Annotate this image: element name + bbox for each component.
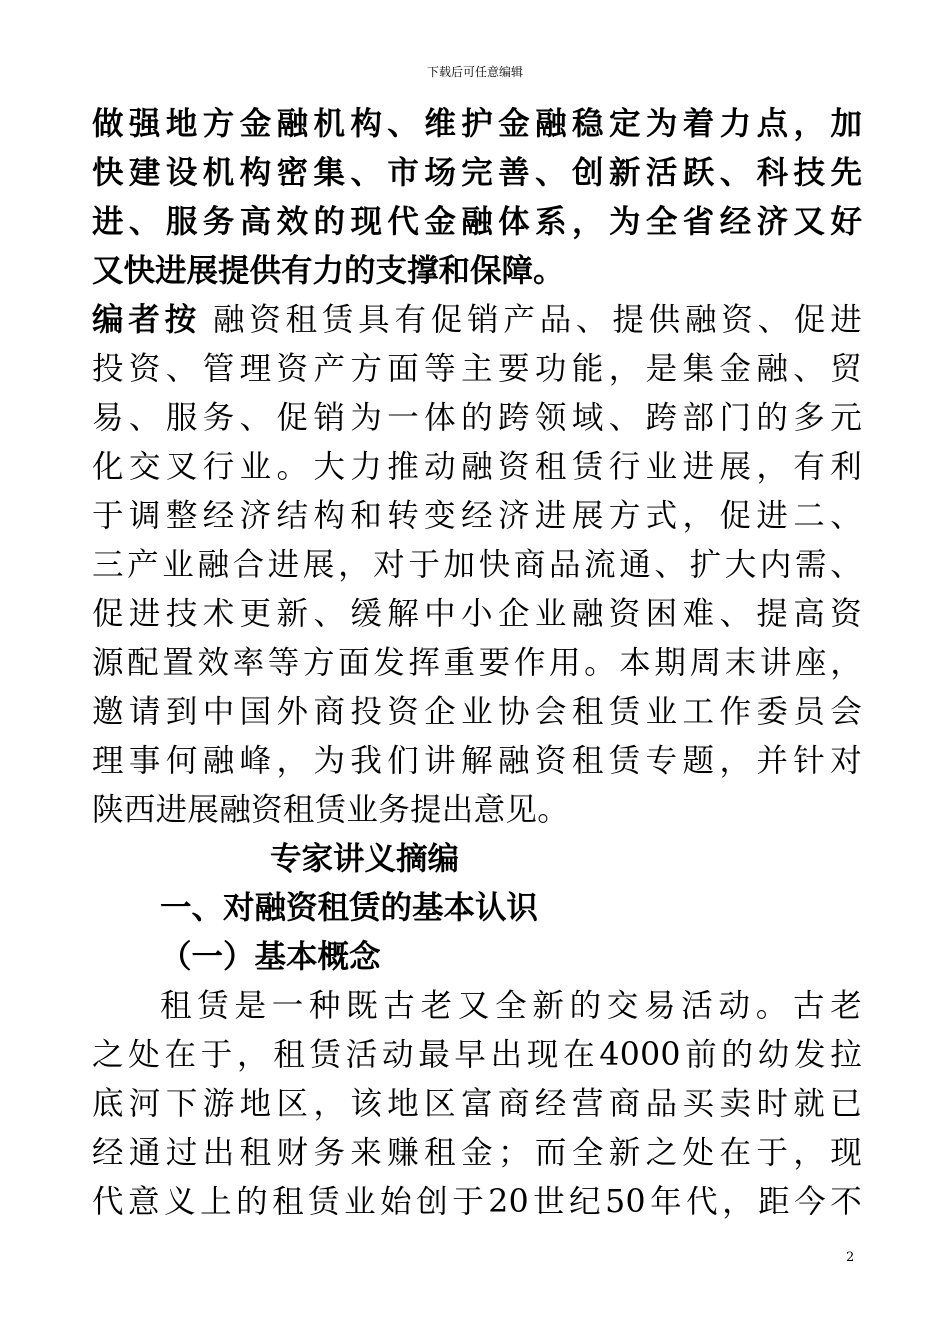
editor-note-line: 投资、管理资产方面等主要功能，是集金融、贸 <box>92 351 862 387</box>
editor-note-line: 于调整经济结构和转变经济进展方式，促进二、 <box>92 498 862 534</box>
body-first-line: 租赁是一种既古老又全新的交易活动。古老 <box>160 988 862 1024</box>
editor-note-line: 化交叉行业。大力推动融资租赁行业进展，有利 <box>92 449 862 485</box>
heading-level-1: 一、对融资租赁的基本认识 <box>160 890 539 926</box>
document-body <box>92 100 862 1227</box>
body-line: 经通过出租财务来赚租金；而全新之处在于，现 <box>92 1135 862 1171</box>
intro-line: 进、服务高效的现代金融体系，为全省经济又好 <box>92 204 862 240</box>
body-line: 代意义上的租赁业始创于20世纪50年代，距今不 <box>92 1184 862 1220</box>
editor-note-label: 编者按 <box>92 302 201 338</box>
section-title: 专家讲义摘编 <box>270 841 460 877</box>
editor-note-line: 陕西进展融资租赁业务提出意见。 <box>92 792 570 828</box>
editor-note-line: 三产业融合进展，对于加快商品流通、扩大内需、 <box>92 547 862 583</box>
editor-note-paragraph <box>92 296 862 835</box>
editor-note-line: 邀请到中国外商投资企业协会租赁业工作委员会 <box>92 694 862 730</box>
editor-note-line: 促进技术更新、缓解中小企业融资困难、提高资 <box>92 596 862 632</box>
intro-line: 快建设机构密集、市场完善、创新活跃、科技先 <box>92 155 862 191</box>
intro-line: 又快进展提供有力的支撑和保障。 <box>92 253 565 289</box>
page-header-note: 下载后可任意编辑 <box>426 65 523 79</box>
editor-note-line: 易、服务、促销为一体的跨领域、跨部门的多元 <box>92 400 862 436</box>
body-paragraph <box>92 982 862 1227</box>
editor-note-first-line <box>92 296 862 345</box>
body-line: 之处在于，租赁活动最早出现在4000前的幼发拉 <box>92 1037 862 1073</box>
intro-line: 做强地方金融机构、维护金融稳定为着力点，加 <box>92 106 862 142</box>
editor-note-line: 源配置效率等方面发挥重要作用。本期周末讲座， <box>92 645 862 681</box>
page-number: 2 <box>846 1250 855 1265</box>
intro-paragraph <box>92 100 862 296</box>
editor-note-first-text: 融资租赁具有促销产品、提供融资、促进 <box>212 302 862 338</box>
heading-level-2: （一）基本概念 <box>160 939 381 975</box>
body-line: 底河下游地区，该地区富商经营商品买卖时就已 <box>92 1086 862 1122</box>
editor-note-line: 理事何融峰，为我们讲解融资租赁专题，并针对 <box>92 743 862 779</box>
